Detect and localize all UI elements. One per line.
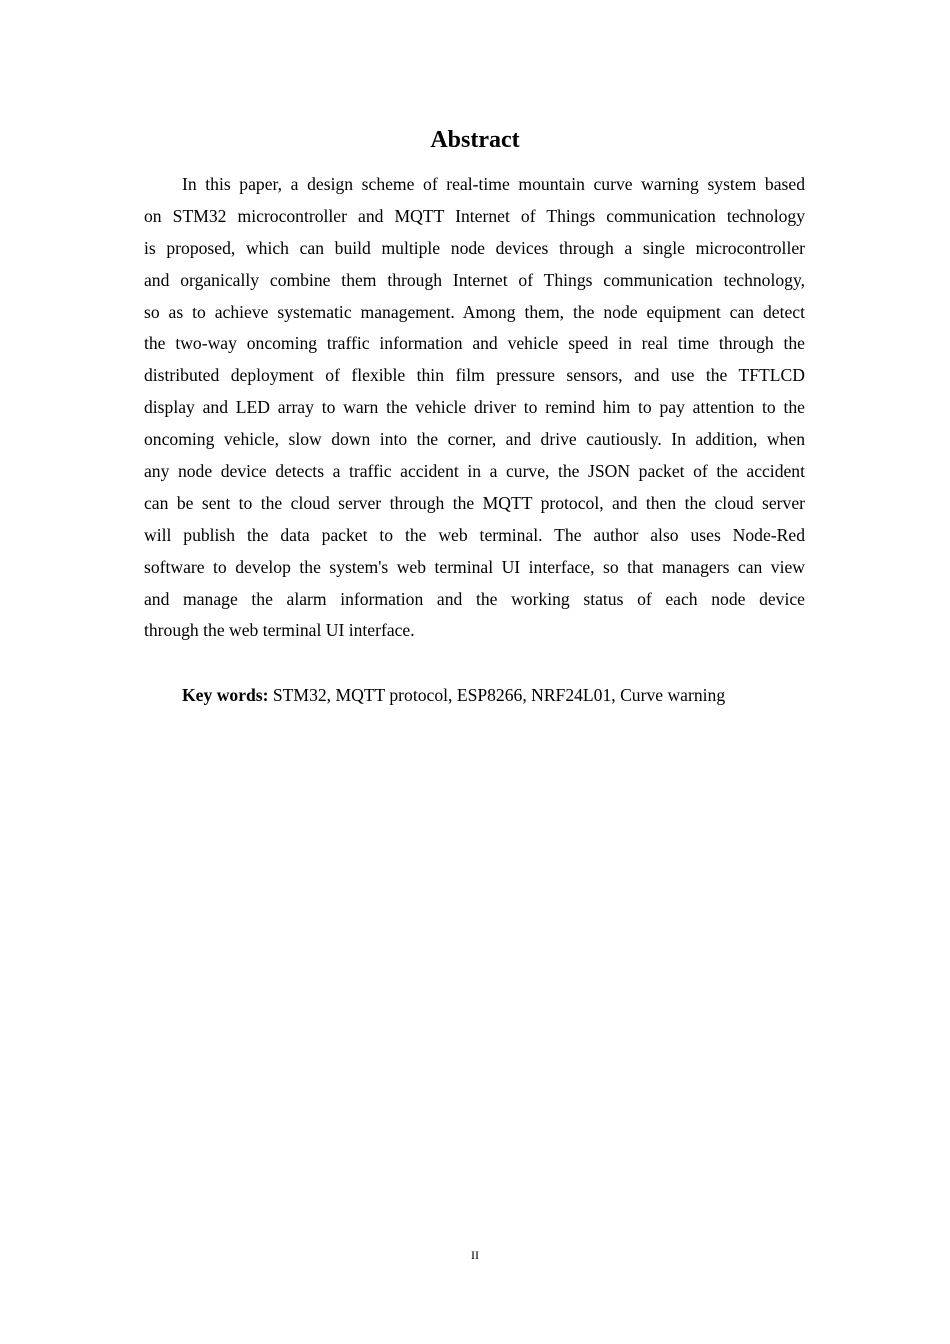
abstract-line: any node device detects a traffic accident in a curve, the JSON packet of the accident bbox=[144, 461, 805, 482]
abstract-line: software to develop the system's web terminal UI interface, so that managers can view bbox=[144, 556, 805, 577]
abstract-line: on STM32 microcontroller and MQTT Internet of Things communication technology bbox=[144, 205, 805, 226]
keywords-value: STM32, MQTT protocol, ESP8266, NRF24L01, Curve warning bbox=[268, 685, 726, 705]
abstract-line: will publish the data packet to the web terminal. The author also uses Node-Red bbox=[144, 524, 805, 545]
abstract-line: display and LED array to warn the vehicle driver to remind him to pay attention to the bbox=[144, 397, 805, 418]
abstract-line: can be sent to the cloud server through the MQTT protocol, and then the cloud server bbox=[144, 492, 805, 513]
abstract-line: In this paper, a design scheme of real-time mountain curve warning system based bbox=[182, 174, 805, 194]
abstract-line: and manage the alarm information and the working status of each node device bbox=[144, 588, 805, 609]
abstract-body bbox=[144, 169, 805, 647]
abstract-line: oncoming vehicle, slow down into the corner, and drive cautiously. In addition, when bbox=[144, 429, 805, 450]
abstract-line: distributed deployment of flexible thin film pressure sensors, and use the TFTLCD bbox=[144, 365, 805, 386]
abstract-line: the two-way oncoming traffic information and vehicle speed in real time through the bbox=[144, 333, 805, 354]
abstract-line: through the web terminal UI interface. bbox=[144, 620, 415, 641]
keywords-label: Key words: bbox=[182, 685, 269, 705]
page-title: Abstract bbox=[430, 127, 520, 153]
abstract-line: is proposed, which can build multiple node devices through a single microcontroller bbox=[144, 237, 805, 258]
abstract-line: so as to achieve systematic management. Among them, the node equipment can detect bbox=[144, 301, 805, 322]
abstract-line: and organically combine them through Internet of Things communication technology, bbox=[144, 269, 805, 290]
page-number: II bbox=[471, 1248, 479, 1262]
keywords bbox=[182, 679, 725, 711]
